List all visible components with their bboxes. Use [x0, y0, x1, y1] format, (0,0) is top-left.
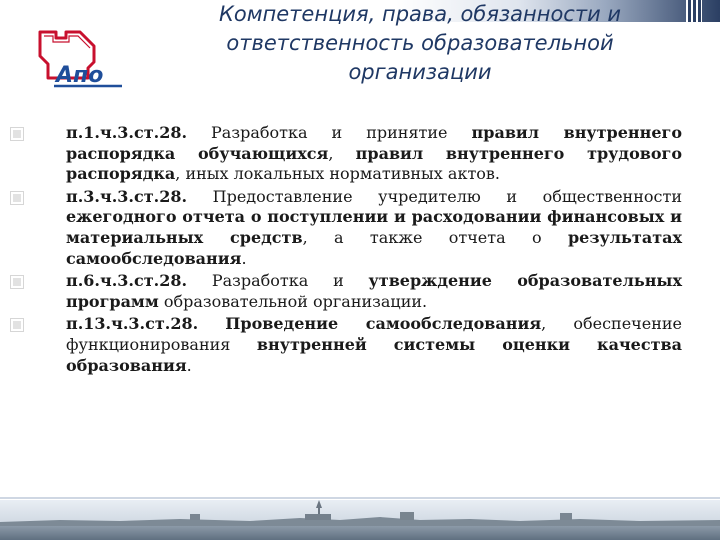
organization-logo — [34, 28, 126, 94]
checkbox-bullet-icon — [10, 318, 24, 332]
item-text: образовательной организации. — [158, 291, 428, 311]
title-line-1: Компетенция, права, обязанности и — [218, 2, 622, 26]
list-item — [66, 314, 682, 376]
item-bold-text: Проведение самообследования — [225, 314, 542, 334]
item-text: Предоставление учредителю и общественности — [187, 186, 682, 206]
content-list — [66, 123, 682, 378]
item-text — [198, 314, 225, 333]
list-item — [66, 271, 682, 312]
law-reference: п.6.ч.3.ст.28. — [66, 271, 188, 291]
item-bold-text: правил внутреннего трудового распорядка — [66, 143, 683, 184]
item-bold-text: ежегодного отчета о поступлении и расходовании финансовых и материальных средств — [66, 207, 682, 247]
footer-divider — [0, 497, 720, 499]
item-text: , — [328, 143, 356, 163]
title-line-3: организации — [348, 60, 492, 84]
checkbox-bullet-icon — [10, 275, 24, 289]
item-bold-text: внутренней системы оценки качества образования — [66, 334, 682, 375]
law-reference: п.13.ч.3.ст.28. — [66, 314, 199, 334]
item-text: , иных локальных нормативных актов. — [175, 164, 501, 184]
item-text: . — [186, 355, 192, 375]
item-text: , а также отчета о — [302, 227, 568, 247]
list-item — [66, 123, 682, 185]
checkbox-bullet-icon — [10, 191, 24, 205]
item-bold-text: правил внутреннего распорядка обучающихся — [66, 123, 683, 163]
law-reference: п.3.ч.3.ст.28. — [66, 186, 188, 206]
city-panorama-image — [0, 500, 720, 540]
page-title — [150, 2, 690, 87]
logo-text: Апо — [56, 63, 104, 88]
item-text: , обеспечение функционирования — [66, 314, 682, 354]
title-line-2: ответственность образовательной — [226, 31, 614, 55]
item-text: Разработка и принятие — [187, 123, 472, 142]
item-text: Разработка и — [187, 271, 369, 291]
item-text: . — [241, 248, 247, 268]
item-bold-text: результатах самообследования — [66, 227, 683, 268]
list-item — [66, 187, 682, 269]
law-reference: п.1.ч.3.ст.28. — [66, 123, 188, 142]
checkbox-bullet-icon — [10, 127, 24, 141]
item-bold-text: утверждение образовательных программ — [66, 271, 682, 311]
